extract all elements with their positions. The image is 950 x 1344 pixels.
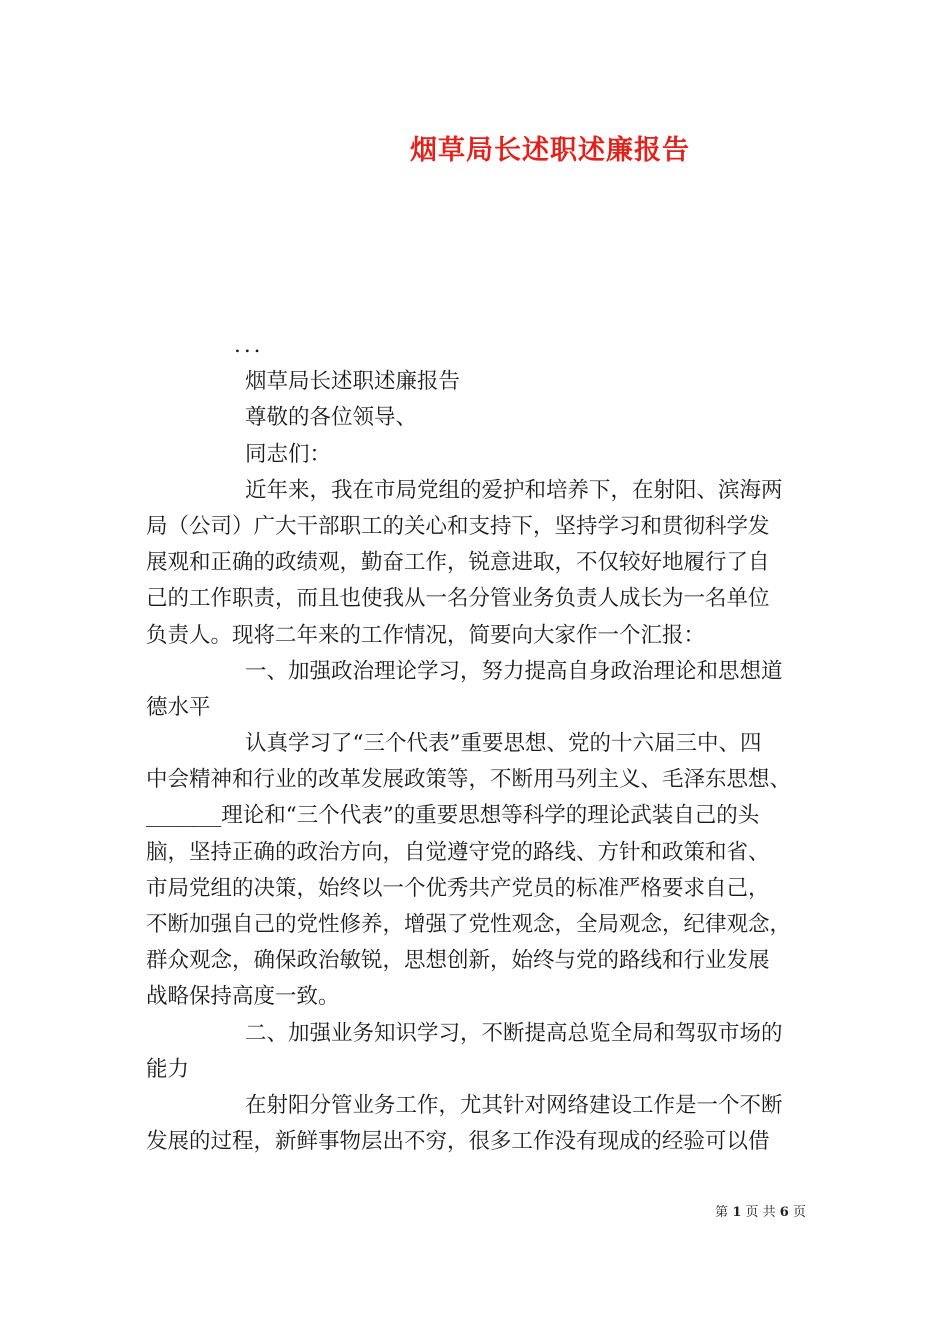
body-line: 群众观念，确保政治敏锐，思想创新，始终与党的路线和行业发展 bbox=[146, 948, 770, 974]
page-footer bbox=[715, 1204, 806, 1222]
body-line: 中会精神和行业的改革发展政策等，不断用马列主义、毛泽东思想、 bbox=[146, 767, 792, 793]
footer-page-number: 1 bbox=[732, 1205, 742, 1220]
document-body bbox=[146, 328, 810, 1160]
body-line: 烟草局长述职述廉报告 bbox=[245, 369, 461, 395]
footer-suffix: 页 bbox=[792, 1205, 806, 1220]
body-line: 战略保持高度一致。 bbox=[146, 984, 340, 1010]
body-line: 负责人。现将二年来的工作情况，简要向大家作一个汇报： bbox=[146, 622, 706, 648]
body-line: 市局党组的决策，始终以一个优秀共产党员的标准严格要求自己， bbox=[146, 875, 770, 901]
body-line: 尊敬的各位领导、 bbox=[245, 405, 418, 431]
body-line: 一、加强政治理论学习，努力提高自身政治理论和思想道 bbox=[245, 658, 783, 684]
body-line: 二、加强业务知识学习，不断提高总览全局和驾驭市场的 bbox=[245, 1020, 783, 1046]
footer-middle: 页 共 bbox=[745, 1205, 776, 1220]
body-line: 近年来，我在市局党组的爱护和培养下，在射阳、滨海两 bbox=[245, 477, 783, 503]
body-line: 己的工作职责，而且也使我从一名分管业务负责人成长为一名单位 bbox=[146, 586, 770, 612]
body-line: 脑，坚持正确的政治方向，自觉遵守党的路线、方针和政策和省、 bbox=[146, 839, 770, 865]
document-title: 烟草局长述职述廉报告 bbox=[410, 135, 690, 166]
body-line: 能力 bbox=[146, 1056, 190, 1082]
body-line: 同志们： bbox=[245, 441, 332, 467]
body-line: 在射阳分管业务工作，尤其针对网络建设工作是一个不断 bbox=[245, 1092, 783, 1118]
body-line: 局（公司）广大干部职工的关心和支持下，坚持学习和贯彻科学发 bbox=[146, 513, 770, 539]
body-line: 认真学习了“三个代表”重要思想、党的十六届三中、四 bbox=[245, 731, 762, 757]
body-line: ... bbox=[234, 333, 264, 358]
body-line: _______理论和“三个代表”的重要思想等科学的理论武装自己的头 bbox=[146, 803, 760, 829]
body-line: 展观和正确的政绩观，勤奋工作，锐意进取，不仅较好地履行了自 bbox=[146, 550, 770, 576]
body-line: 不断加强自己的党性修养，增强了党性观念，全局观念，纪律观念， bbox=[146, 912, 792, 937]
body-line: 德水平 bbox=[146, 694, 211, 720]
footer-prefix: 第 bbox=[715, 1205, 729, 1220]
body-line: 发展的过程，新鲜事物层出不穷，很多工作没有现成的经验可以借 bbox=[146, 1129, 770, 1155]
footer-total-pages: 6 bbox=[779, 1205, 789, 1220]
